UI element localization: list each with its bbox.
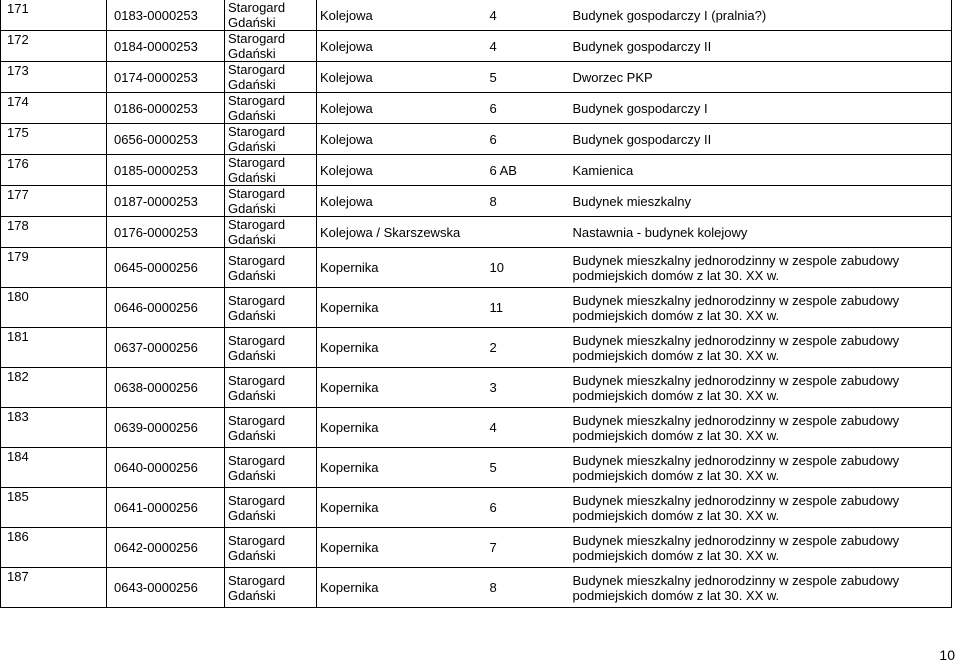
building-description-line: Budynek mieszkalny jednorodzinny w zespole zabudowy — [572, 332, 900, 348]
building-description-line: Budynek gospodarczy II — [572, 38, 712, 54]
house-number: 8 — [484, 568, 570, 608]
town-name-line: Starogard — [228, 412, 286, 428]
register-id: 0176-0000253 — [107, 217, 225, 248]
register-id: 0174-0000253 — [107, 62, 225, 93]
street-name: Kopernika — [317, 448, 484, 488]
building-description-line: Nastawnia - budynek kolejowy — [572, 224, 748, 240]
building-description-line: Dworzec PKP — [572, 69, 653, 85]
building-description — [570, 288, 952, 328]
town-name-line: Starogard — [228, 332, 286, 348]
town-name-line: Gdański — [228, 232, 276, 247]
building-description-line: podmiejskich domów z lat 30. XX w. — [572, 467, 780, 483]
building-description-line: podmiejskich domów z lat 30. XX w. — [572, 267, 780, 283]
town-name-line: Starogard — [228, 62, 286, 77]
street-name: Kopernika — [317, 408, 484, 448]
register-id: 0643-0000256 — [107, 568, 225, 608]
town-name-line: Gdański — [228, 307, 276, 323]
town-name — [225, 488, 317, 528]
building-description-line: Budynek mieszkalny jednorodzinny w zespole zabudowy — [572, 412, 900, 428]
table-row — [1, 408, 952, 448]
building-description-line: Budynek gospodarczy II — [572, 131, 712, 147]
building-description-line: Budynek gospodarczy I — [572, 100, 708, 116]
building-description-line: Budynek mieszkalny — [572, 193, 691, 209]
table-row — [1, 0, 952, 31]
register-id: 0656-0000253 — [107, 124, 225, 155]
town-name — [225, 0, 317, 31]
building-description-line: Budynek mieszkalny jednorodzinny w zespole zabudowy — [572, 572, 900, 588]
register-id: 0638-0000256 — [107, 368, 225, 408]
building-description — [570, 0, 952, 31]
building-description — [570, 368, 952, 408]
town-name-line: Starogard — [228, 186, 286, 201]
house-number: 6 — [484, 124, 570, 155]
registry-body — [1, 0, 952, 608]
row-number: 179 — [1, 248, 107, 288]
street-name: Kopernika — [317, 368, 484, 408]
building-description-line: podmiejskich domów z lat 30. XX w. — [572, 387, 780, 403]
register-id: 0184-0000253 — [107, 31, 225, 62]
building-description — [570, 488, 952, 528]
table-row — [1, 62, 952, 93]
row-number: 184 — [1, 448, 107, 488]
town-name-line: Starogard — [228, 372, 286, 388]
building-description-line: Budynek mieszkalny jednorodzinny w zespole zabudowy — [572, 252, 900, 268]
street-name: Kolejowa — [317, 186, 484, 217]
building-description-line: Budynek mieszkalny jednorodzinny w zespole zabudowy — [572, 532, 900, 548]
town-name — [225, 368, 317, 408]
table-row — [1, 328, 952, 368]
row-number: 177 — [1, 186, 107, 217]
building-description — [570, 93, 952, 124]
table-row — [1, 368, 952, 408]
table-row — [1, 186, 952, 217]
house-number: 6 AB — [484, 155, 570, 186]
building-description — [570, 155, 952, 186]
row-number: 183 — [1, 408, 107, 448]
town-name-line: Gdański — [228, 108, 276, 123]
town-name — [225, 93, 317, 124]
town-name-line: Starogard — [228, 124, 286, 139]
town-name-line: Gdański — [228, 547, 276, 563]
building-description-line: Budynek mieszkalny jednorodzinny w zespole zabudowy — [572, 292, 900, 308]
town-name-line: Starogard — [228, 532, 286, 548]
town-name-line: Gdański — [228, 15, 276, 30]
building-description — [570, 568, 952, 608]
building-description — [570, 528, 952, 568]
house-number: 4 — [484, 0, 570, 31]
building-description-line: podmiejskich domów z lat 30. XX w. — [572, 427, 780, 443]
town-name-line: Starogard — [228, 452, 286, 468]
town-name-line: Starogard — [228, 292, 286, 308]
row-number: 185 — [1, 488, 107, 528]
row-number: 187 — [1, 568, 107, 608]
page-number: 10 — [939, 647, 955, 663]
house-number: 6 — [484, 488, 570, 528]
table-row — [1, 93, 952, 124]
street-name: Kopernika — [317, 248, 484, 288]
row-number: 175 — [1, 124, 107, 155]
building-description-line: Kamienica — [572, 162, 634, 178]
street-name: Kolejowa — [317, 93, 484, 124]
row-number: 181 — [1, 328, 107, 368]
table-row — [1, 488, 952, 528]
building-description-line: podmiejskich domów z lat 30. XX w. — [572, 507, 780, 523]
house-number: 7 — [484, 528, 570, 568]
house-number: 6 — [484, 93, 570, 124]
building-description-line: Budynek gospodarczy I (pralnia?) — [572, 7, 767, 23]
building-description — [570, 124, 952, 155]
building-description — [570, 248, 952, 288]
table-row — [1, 217, 952, 248]
building-description — [570, 448, 952, 488]
street-name: Kopernika — [317, 328, 484, 368]
town-name — [225, 31, 317, 62]
town-name-line: Gdański — [228, 347, 276, 363]
town-name-line: Starogard — [228, 155, 286, 170]
town-name-line: Starogard — [228, 93, 286, 108]
town-name — [225, 62, 317, 93]
street-name: Kopernika — [317, 288, 484, 328]
row-number: 174 — [1, 93, 107, 124]
street-name: Kolejowa / Skarszewska — [317, 217, 570, 248]
town-name-line: Gdański — [228, 139, 276, 154]
register-id: 0639-0000256 — [107, 408, 225, 448]
town-name — [225, 328, 317, 368]
town-name-line: Starogard — [228, 492, 286, 508]
table-row — [1, 528, 952, 568]
town-name-line: Gdański — [228, 587, 276, 603]
row-number: 182 — [1, 368, 107, 408]
row-number: 173 — [1, 62, 107, 93]
town-name — [225, 217, 317, 248]
building-description — [570, 408, 952, 448]
town-name-line: Gdański — [228, 267, 276, 283]
register-id: 0185-0000253 — [107, 155, 225, 186]
street-name: Kolejowa — [317, 0, 484, 31]
row-number: 178 — [1, 217, 107, 248]
building-description-line: Budynek mieszkalny jednorodzinny w zespole zabudowy — [572, 452, 900, 468]
street-name: Kolejowa — [317, 62, 484, 93]
street-name: Kolejowa — [317, 155, 484, 186]
town-name — [225, 248, 317, 288]
table-row — [1, 155, 952, 186]
street-name: Kopernika — [317, 568, 484, 608]
building-description — [570, 217, 952, 248]
table-row — [1, 124, 952, 155]
town-name-line: Starogard — [228, 572, 286, 588]
table-row — [1, 288, 952, 328]
register-id: 0187-0000253 — [107, 186, 225, 217]
town-name-line: Gdański — [228, 507, 276, 523]
building-description — [570, 186, 952, 217]
register-id: 0640-0000256 — [107, 448, 225, 488]
building-description-line: podmiejskich domów z lat 30. XX w. — [572, 587, 780, 603]
house-number: 5 — [484, 62, 570, 93]
town-name-line: Gdański — [228, 387, 276, 403]
town-name-line: Starogard — [228, 31, 286, 46]
town-name — [225, 124, 317, 155]
town-name-line: Gdański — [228, 46, 276, 61]
town-name-line: Gdański — [228, 467, 276, 483]
building-description — [570, 328, 952, 368]
town-name-line: Gdański — [228, 77, 276, 92]
house-number: 5 — [484, 448, 570, 488]
row-number: 171 — [1, 0, 107, 31]
street-name: Kolejowa — [317, 31, 484, 62]
register-id: 0642-0000256 — [107, 528, 225, 568]
register-id: 0183-0000253 — [107, 0, 225, 31]
house-number: 4 — [484, 31, 570, 62]
register-id: 0646-0000256 — [107, 288, 225, 328]
row-number: 180 — [1, 288, 107, 328]
house-number: 10 — [484, 248, 570, 288]
building-description-line: podmiejskich domów z lat 30. XX w. — [572, 347, 780, 363]
town-name — [225, 448, 317, 488]
building-description — [570, 62, 952, 93]
street-name: Kopernika — [317, 488, 484, 528]
town-name — [225, 528, 317, 568]
register-id: 0645-0000256 — [107, 248, 225, 288]
table-row — [1, 448, 952, 488]
register-id: 0637-0000256 — [107, 328, 225, 368]
table-row — [1, 248, 952, 288]
town-name-line: Starogard — [228, 217, 286, 232]
register-id: 0186-0000253 — [107, 93, 225, 124]
table-row — [1, 31, 952, 62]
street-name: Kopernika — [317, 528, 484, 568]
building-description-line: Budynek mieszkalny jednorodzinny w zespole zabudowy — [572, 372, 900, 388]
town-name-line: Starogard — [228, 0, 286, 15]
table-row — [1, 568, 952, 608]
town-name-line: Gdański — [228, 427, 276, 443]
house-number: 3 — [484, 368, 570, 408]
town-name-line: Gdański — [228, 170, 276, 185]
row-number: 186 — [1, 528, 107, 568]
house-number: 2 — [484, 328, 570, 368]
town-name — [225, 288, 317, 328]
house-number: 11 — [484, 288, 570, 328]
town-name — [225, 408, 317, 448]
register-id: 0641-0000256 — [107, 488, 225, 528]
building-description — [570, 31, 952, 62]
row-number: 172 — [1, 31, 107, 62]
street-name: Kolejowa — [317, 124, 484, 155]
row-number: 176 — [1, 155, 107, 186]
town-name — [225, 568, 317, 608]
building-description-line: podmiejskich domów z lat 30. XX w. — [572, 547, 780, 563]
house-number: 8 — [484, 186, 570, 217]
town-name-line: Starogard — [228, 252, 286, 268]
building-description-line: podmiejskich domów z lat 30. XX w. — [572, 307, 780, 323]
town-name-line: Gdański — [228, 201, 276, 216]
house-number: 4 — [484, 408, 570, 448]
town-name — [225, 155, 317, 186]
building-description-line: Budynek mieszkalny jednorodzinny w zespole zabudowy — [572, 492, 900, 508]
town-name — [225, 186, 317, 217]
